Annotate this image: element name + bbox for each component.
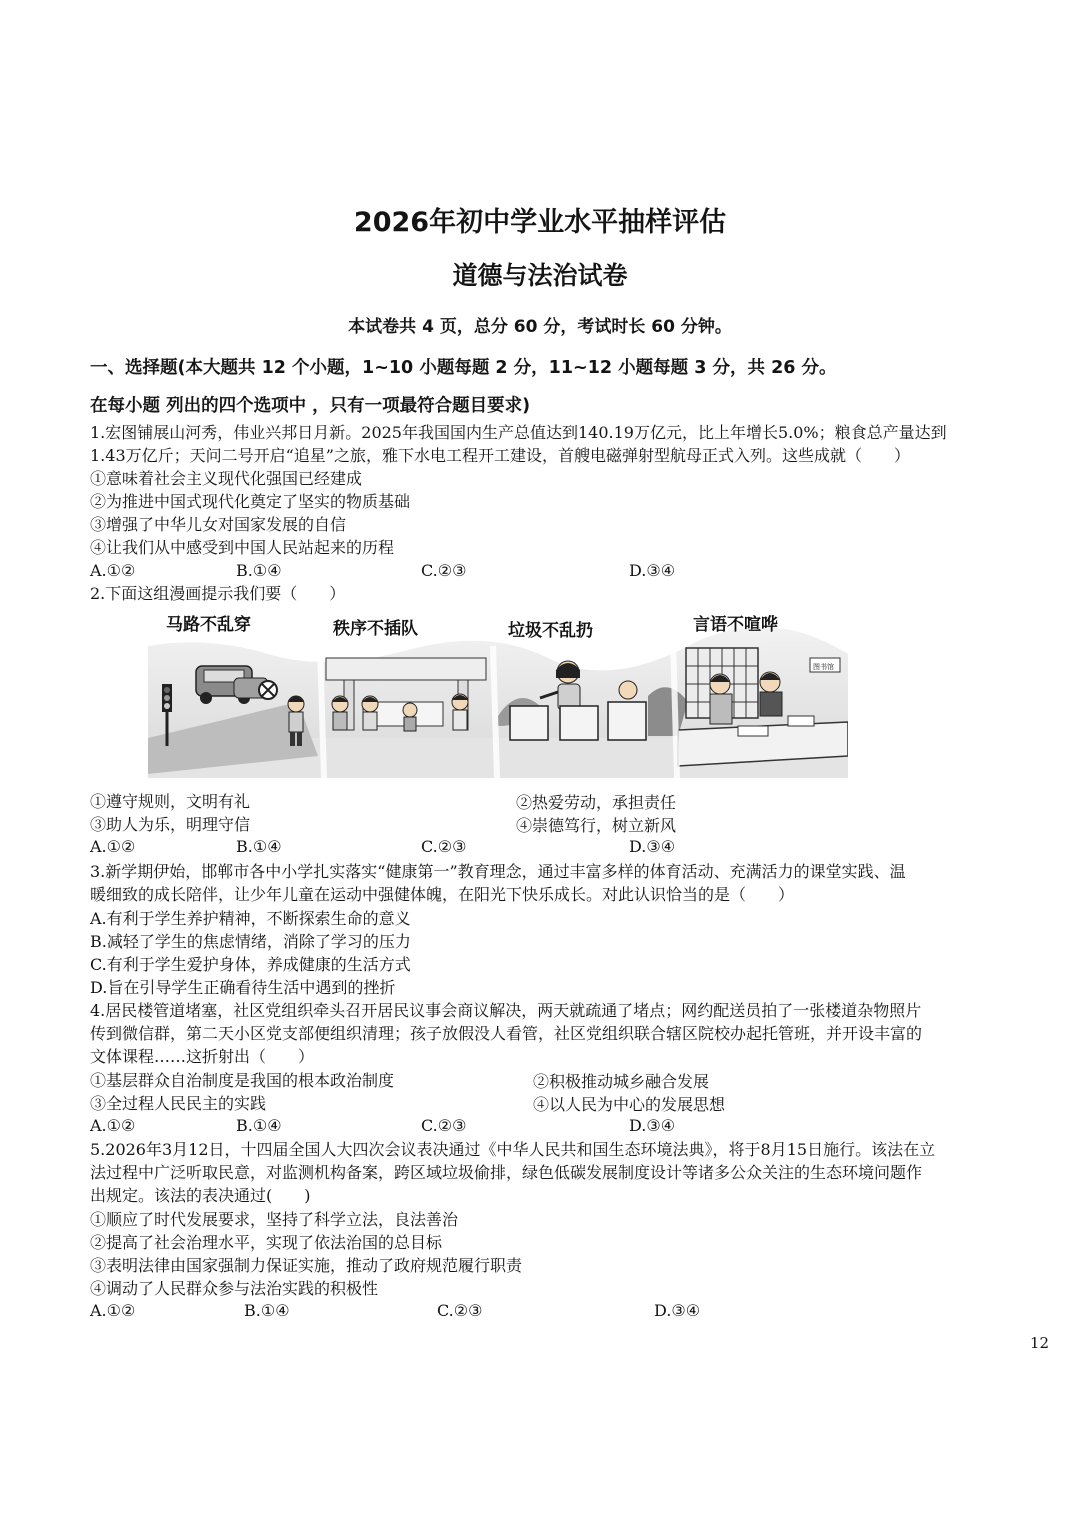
q1-stem-line1: 1.宏图铺展山河秀，伟业兴邦日月新。2025年我国国内生产总值达到140.19万亿元，比上年增长5.0%；粮食总产量达到 xyxy=(90,423,947,442)
q1-statement-4: ④让我们从中感受到中国人民站起来的历程 xyxy=(90,538,395,557)
q3-option-d[interactable]: D.旨在引导学生正确看待生活中遇到的挫折 xyxy=(90,978,396,997)
q2-statement-3: ③助人为乐，明理守信 xyxy=(90,815,251,834)
q1-stem-line2: 1.43万亿斤；天问二号开启“追星”之旅，雅下水电工程开工建设，首艘电磁弹射型航母正式入列。这些成就（ ） xyxy=(90,446,910,465)
q5-statement-4: ④调动了人民群众参与法治实践的积极性 xyxy=(90,1279,379,1298)
q5-stem-line1: 5.2026年3月12日，十四届全国人大四次会议表决通过《中华人民共和国生态环境法典》，将于8月15日施行。该法在立 xyxy=(90,1140,936,1159)
q4-statement-4: ④以人民为中心的发展思想 xyxy=(533,1095,726,1114)
q4-option-b[interactable]: B.①④ xyxy=(236,1116,282,1135)
q4-statement-2: ②积极推动城乡融合发展 xyxy=(533,1072,710,1091)
q1-statement-3: ③增强了中华儿女对国家发展的自信 xyxy=(90,515,347,534)
library-sign: 图书馆 xyxy=(813,663,834,671)
page-number: 12 xyxy=(1030,1334,1050,1352)
q5-stem-line3: 出规定。该法的表决通过( ) xyxy=(90,1186,311,1205)
comic-strip xyxy=(148,606,848,778)
q2-option-d[interactable]: D.③④ xyxy=(629,837,676,856)
q5-option-b[interactable]: B.①④ xyxy=(244,1301,290,1320)
q5-statement-3: ③表明法律由国家强制力保证实施，推动了政府规范履行职责 xyxy=(90,1256,523,1275)
q5-statement-1: ①顺应了时代发展要求，坚持了科学立法，良法善治 xyxy=(90,1210,459,1229)
panel-2-caption: 秩序不插队 xyxy=(333,619,418,639)
q3-option-c[interactable]: C.有利于学生爱护身体，养成健康的生活方式 xyxy=(90,955,411,974)
q4-option-c[interactable]: C.②③ xyxy=(421,1116,467,1135)
q4-option-a[interactable]: A.①② xyxy=(90,1116,136,1135)
q3-option-b[interactable]: B.减轻了学生的焦虑情绪，消除了学习的压力 xyxy=(90,932,411,951)
q1-statement-2: ②为推进中国式现代化奠定了坚实的物质基础 xyxy=(90,492,411,511)
exam-subtitle: 道德与法治试卷 xyxy=(452,261,628,290)
q3-option-a[interactable]: A.有利于学生养护精神，不断探索生命的意义 xyxy=(90,909,411,928)
panel-4-caption: 言语不喧哗 xyxy=(693,615,778,635)
q2-stem: 2.下面这组漫画提示我们要（ ） xyxy=(90,584,346,603)
q2-statement-4: ④崇德笃行，树立新风 xyxy=(516,816,677,835)
q5-option-d[interactable]: D.③④ xyxy=(654,1301,701,1320)
exam-info: 本试卷共 4 页，总分 60 分，考试时长 60 分钟。 xyxy=(348,317,732,337)
q3-stem-line1: 3.新学期伊始，邯郸市各中小学扎实落实“健康第一”教育理念，通过丰富多样的体育活动、充满活力的课堂实践、温 xyxy=(90,862,906,881)
q2-option-c[interactable]: C.②③ xyxy=(421,837,467,856)
q4-statement-1: ①基层群众自治制度是我国的根本政治制度 xyxy=(90,1071,395,1090)
q1-statement-1: ①意味着社会主义现代化强国已经建成 xyxy=(90,469,363,488)
q5-stem-line2: 法过程中广泛听取民意，对监测机构备案，跨区域垃圾偷排，绿色低碳发展制度设计等诸多公众关注的生态环境问题作 xyxy=(90,1163,923,1182)
exam-title: 2026年初中学业水平抽样评估 xyxy=(353,207,727,238)
q4-stem-line1: 4.居民楼管道堵塞，社区党组织牵头召开居民议事会商议解决，两天就疏通了堵点；网约配送员拍了一张楼道杂物照片 xyxy=(90,1001,922,1020)
q4-stem-line3: 文体课程……这折射出（ ） xyxy=(90,1047,315,1066)
q4-stem-line2: 传到微信群，第二天小区党支部便组织清理；孩子放假没人看管，社区党组织联合辖区院校办起托管班，并开设丰富的 xyxy=(90,1024,923,1043)
q1-option-b[interactable]: B.①④ xyxy=(236,561,282,580)
q1-option-d[interactable]: D.③④ xyxy=(629,561,676,580)
q1-option-c[interactable]: C.②③ xyxy=(421,561,467,580)
section-instruction: 在每小题 列出的四个选项中 ，只有一项最符合题目要求) xyxy=(90,396,531,416)
q1-option-a[interactable]: A.①② xyxy=(90,561,136,580)
q5-option-a[interactable]: A.①② xyxy=(90,1301,136,1320)
q4-statement-3: ③全过程人民民主的实践 xyxy=(90,1094,267,1113)
q2-option-a[interactable]: A.①② xyxy=(90,837,136,856)
panel-3-caption: 垃圾不乱扔 xyxy=(508,621,593,641)
q2-option-b[interactable]: B.①④ xyxy=(236,837,282,856)
q2-statement-1: ①遵守规则，文明有礼 xyxy=(90,792,251,811)
q5-statement-2: ②提高了社会治理水平，实现了依法治国的总目标 xyxy=(90,1233,443,1252)
q5-option-c[interactable]: C.②③ xyxy=(437,1301,483,1320)
q2-statement-2: ②热爱劳动，承担责任 xyxy=(516,793,677,812)
section-heading: 一、选择题(本大题共 12 个小题，1~10 小题每题 2 分，11~12 小题每题 3 分，共 26 分。 xyxy=(90,358,837,378)
panel-1-caption: 马路不乱穿 xyxy=(166,615,251,635)
q4-option-d[interactable]: D.③④ xyxy=(629,1116,676,1135)
q3-stem-line2: 暖细致的成长陪伴，让少年儿童在运动中强健体魄，在阳光下快乐成长。对此认识恰当的是（ ） xyxy=(90,885,795,904)
